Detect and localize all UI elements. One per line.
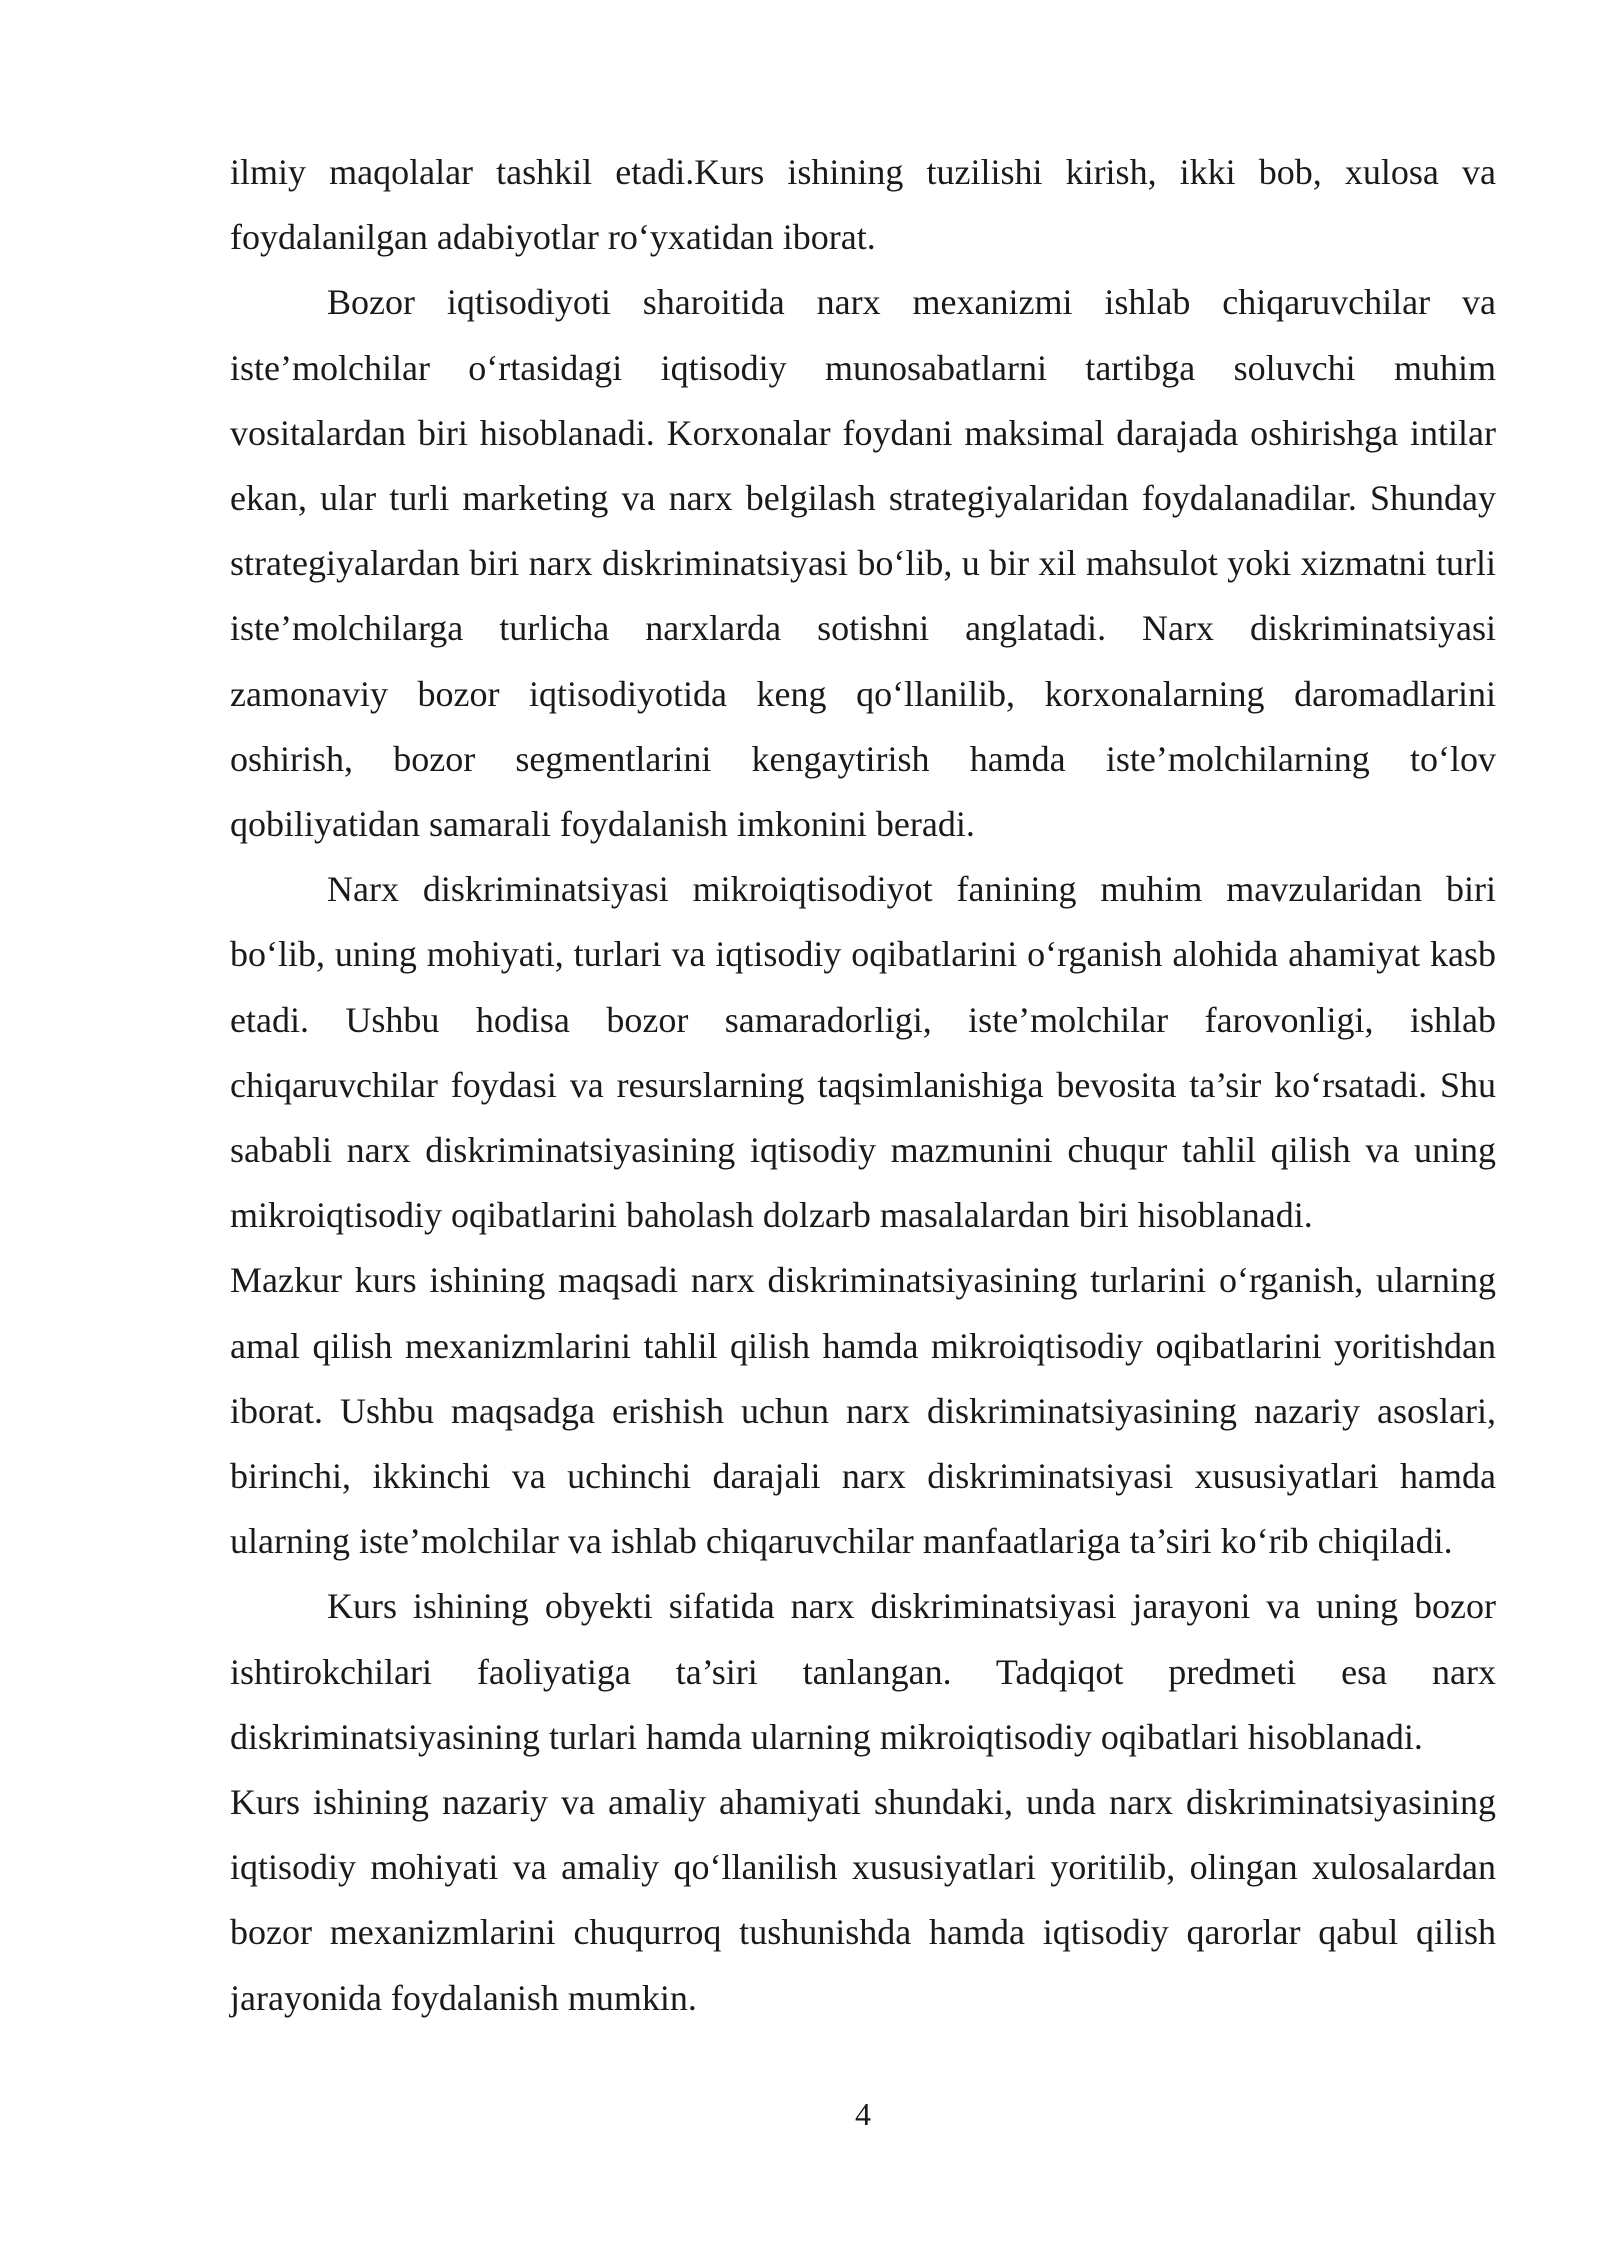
paragraph-microeconomics-topic: Narx diskriminatsiyasi mikroiqtisodiyot fanining muhim mavzularidan biri bo‘lib, uning mohiyati, turlari va iqtisodiy oqibatlarini o‘rganish alohida ahamiyat kasb etadi. Ushbu hodisa bozor samaradorligi, iste’molchilar farovonligi, ishlab chiqaruvchilar foydasi va resurslarning taqsimlanishiga bevosita ta’sir ko‘rsatadi. Shu sababli narx diskriminatsiyasining iqtisodiy mazmunini chuqur tahlil qilish va uning mikroiqtisodiy oqibatlarini baholash dolzarb masalalardan biri hisoblanadi. [230, 869, 1496, 1236]
page-number: 4 [855, 2096, 871, 2132]
paragraph-purpose: Mazkur kurs ishining maqsadi narx diskriminatsiyasining turlarini o‘rganish, ularning amal qilish mexanizmlarini tahlil qilish hamda mikroiqtisodiy oqibatlarini yoritishdan iborat. Ushbu maqsadga erishish uchun narx diskriminatsiyasining nazariy asoslari, birinchi, ikkinchi va uchinchi darajali narx diskriminatsiyasi xususiyatlari hamda ularning iste’molchilar va ishlab chiqaruvchilar manfaatlariga ta’siri ko‘rib chiqiladi. [230, 1260, 1496, 1562]
document-body [230, 140, 1496, 2031]
paragraph-price-mechanism: Bozor iqtisodiyoti sharoitida narx mexanizmi ishlab chiqaruvchilar va iste’molchilar o‘rtasidagi iqtisodiy munosabatlarni tartibga soluvchi muhim vositalardan biri hisoblanadi. Korxonalar foydani maksimal darajada oshirishga intilar ekan, ular turli marketing va narx belgilash strategiyalaridan foydalanadilar. Shunday strategiyalardan biri narx diskriminatsiyasi bo‘lib, u bir xil mahsulot yoki xizmatni turli iste’molchilarga turlicha narxlarda sotishni anglatadi. Narx diskriminatsiyasi zamonaviy bozor iqtisodiyotida keng qo‘llanilib, korxonalarning daromadlarini oshirish, bozor segmentlarini kengaytirish hamda iste’molchilarning to‘lov qobiliyatidan samarali foydalanish imkonini beradi. [230, 282, 1496, 845]
paragraph-structure: ilmiy maqolalar tashkil etadi.Kurs ishining tuzilishi kirish, ikki bob, xulosa va foydalanilgan adabiyotlar ro‘yxatidan iborat. [230, 152, 1496, 258]
paragraph-object-subject: Kurs ishining obyekti sifatida narx diskriminatsiyasi jarayoni va uning bozor ishtirokchilari faoliyatiga ta’siri tanlangan. Tadqiqot predmeti esa narx diskriminatsiyasining turlari hamda ularning mikroiqtisodiy oqibatlari hisoblanadi. [230, 1586, 1496, 1757]
paragraph-significance: Kurs ishining nazariy va amaliy ahamiyati shundaki, unda narx diskriminatsiyasining iqtisodiy mohiyati va amaliy qo‘llanilish xususiyatlari yoritilib, olingan xulosalardan bozor mexanizmlarini chuqurroq tushunishda hamda iqtisodiy qarorlar qabul qilish jarayonida foydalanish mumkin. [230, 1782, 1496, 2018]
